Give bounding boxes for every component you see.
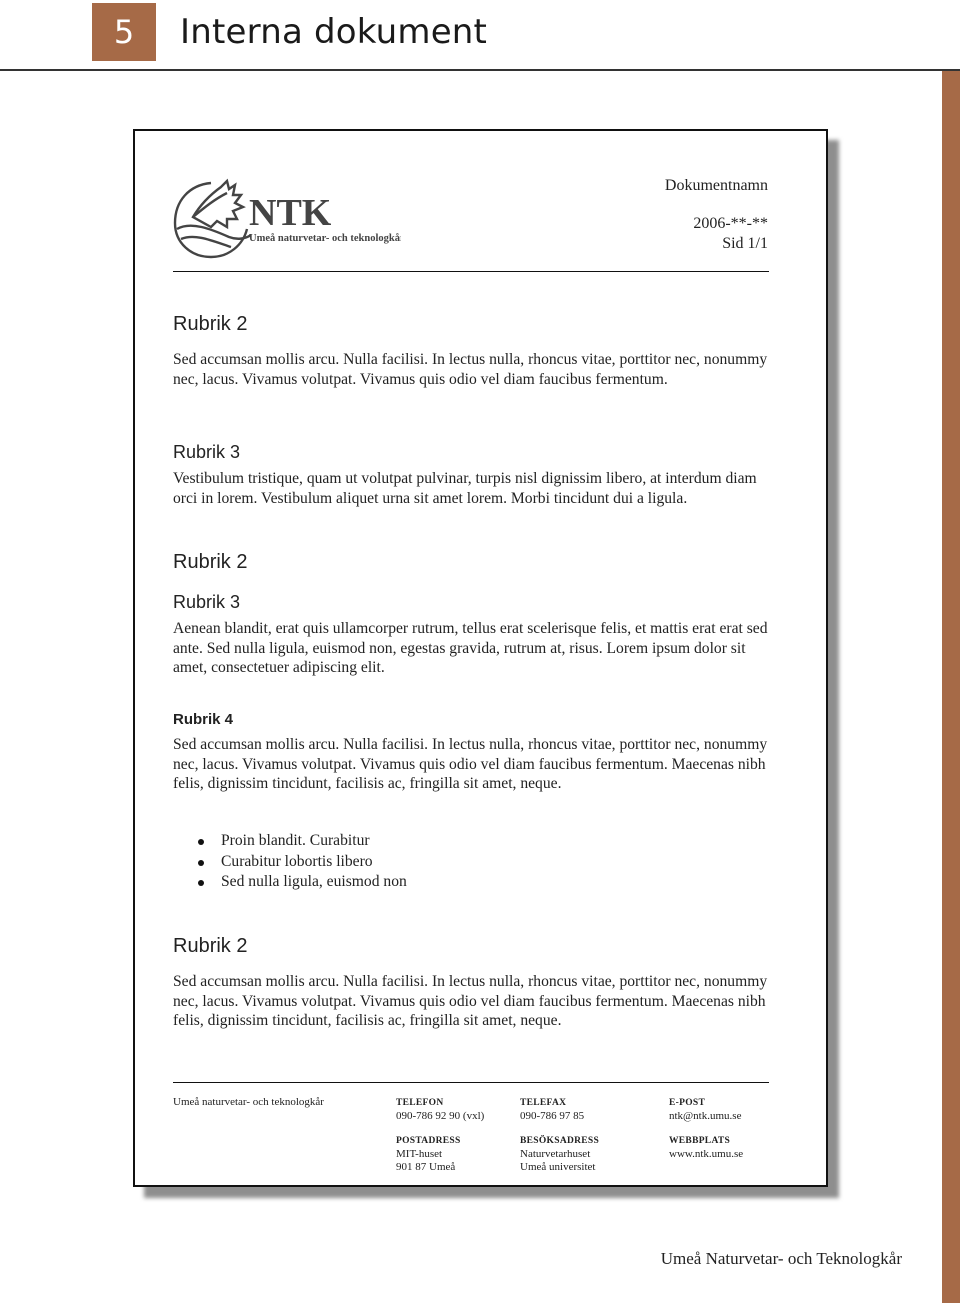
footer-webbplats [669,1135,743,1161]
besoksadress-line: Umeå universitet [520,1161,596,1173]
svg-text:NTK: NTK [249,192,332,234]
footer-postadress [396,1135,461,1174]
chapter-number: 5 [92,3,156,61]
heading-2: Rubrik 2 [173,551,248,573]
paragraph: Vestibulum tristique, quam ut volutpat pulvinar, turpis nisl dignissim libero, at interdum diam orci in lorem. Vestibulum aliquet urna sit amet lorem. Morbi tincidunt dui a ligula. [173,470,757,507]
document-page [133,129,828,1187]
paragraph: Sed accumsan mollis arcu. Nulla facilisi. In lectus nulla, rhoncus vitae, porttitor nec, nonummy nec, lacus. Vivamus volutpat. Vivamus quis odio vel diam faucibus fermentum. Maecenas nibh felis, dignissim tincidunt, facilisis ac, fringilla sit amet, neque. [173,973,768,1029]
list-item: Curabitur lobortis libero [173,852,407,873]
epost-label: E-POST [669,1098,706,1108]
paragraph: Sed accumsan mollis arcu. Nulla facilisi. In lectus nulla, rhoncus vitae, porttitor nec, nonummy nec, lacus. Vivamus volutpat. Vivamus quis odio vel diam faucibus fermentum. [173,351,768,388]
header-rule [173,271,769,272]
chapter-title: Interna dokument [180,12,488,52]
heading-2: Rubrik 2 [173,935,248,957]
heading-2: Rubrik 2 [173,313,248,335]
telefon-label: TELEFON [396,1098,444,1108]
footer-epost [669,1097,741,1123]
telefax-label: TELEFAX [520,1098,567,1108]
footer-org: Umeå naturvetar- och teknologkår [173,1096,324,1108]
webbplats-value: www.ntk.umu.se [669,1148,744,1160]
document-name: Dokumentnamn [664,177,768,194]
webbplats-label: WEBBPLATS [669,1136,731,1146]
page-number: Sid 1/1 [722,235,768,252]
epost-value: ntk@ntk.umu.se [669,1110,742,1122]
list-item: Sed nulla ligula, euismod non [173,872,407,893]
postadress-label: POSTADRESS [396,1136,461,1146]
besoksadress-line: Naturvetarhuset [520,1148,591,1160]
leaf-emblem-icon [171,177,401,259]
footer-telefon [396,1097,484,1123]
postadress-line: 901 87 Umeå [396,1161,456,1173]
heading-4: Rubrik 4 [173,711,234,728]
footer-rule [173,1082,769,1083]
svg-text:Umeå naturvetar- och teknologk: Umeå naturvetar- och teknologkår [249,233,401,244]
top-divider [0,69,960,71]
paragraph: Sed accumsan mollis arcu. Nulla facilisi. In lectus nulla, rhoncus vitae, porttitor nec, nonummy nec, lacus. Vivamus volutpat. Vivamus quis odio vel diam faucibus fermentum. Maecenas nibh felis, dignissim tincidunt, facilisis ac, fringilla sit amet, neque. [173,736,768,792]
telefon-value: 090-786 92 90 (vxl) [396,1110,485,1122]
side-accent-bar [942,71,960,1303]
ntk-logo [171,177,401,259]
footer-telefax [520,1097,584,1123]
postadress-line: MIT-huset [396,1148,443,1160]
document-date: 2006-**-** [693,215,768,232]
paragraph: Aenean blandit, erat quis ullamcorper rutrum, tellus erat scelerisque felis, et mattis erat erat sed ante. Sed nulla ligula, euismod non, egestas gravida, rutrum at, risus. Lorem ipsum dolor sit amet, consectetuer adipiscing elit. [173,620,768,676]
page-footer-brand: Umeå Naturvetar- och Teknologkår [660,1249,902,1268]
heading-3: Rubrik 3 [173,442,241,462]
telefax-value: 090-786 97 85 [520,1110,585,1122]
heading-3: Rubrik 3 [173,592,241,612]
besoksadress-label: BESÖKSADRESS [520,1136,600,1146]
footer-besoksadress [520,1135,599,1174]
list-item: Proin blandit. Curabitur [173,831,407,852]
bullet-list [173,831,407,893]
